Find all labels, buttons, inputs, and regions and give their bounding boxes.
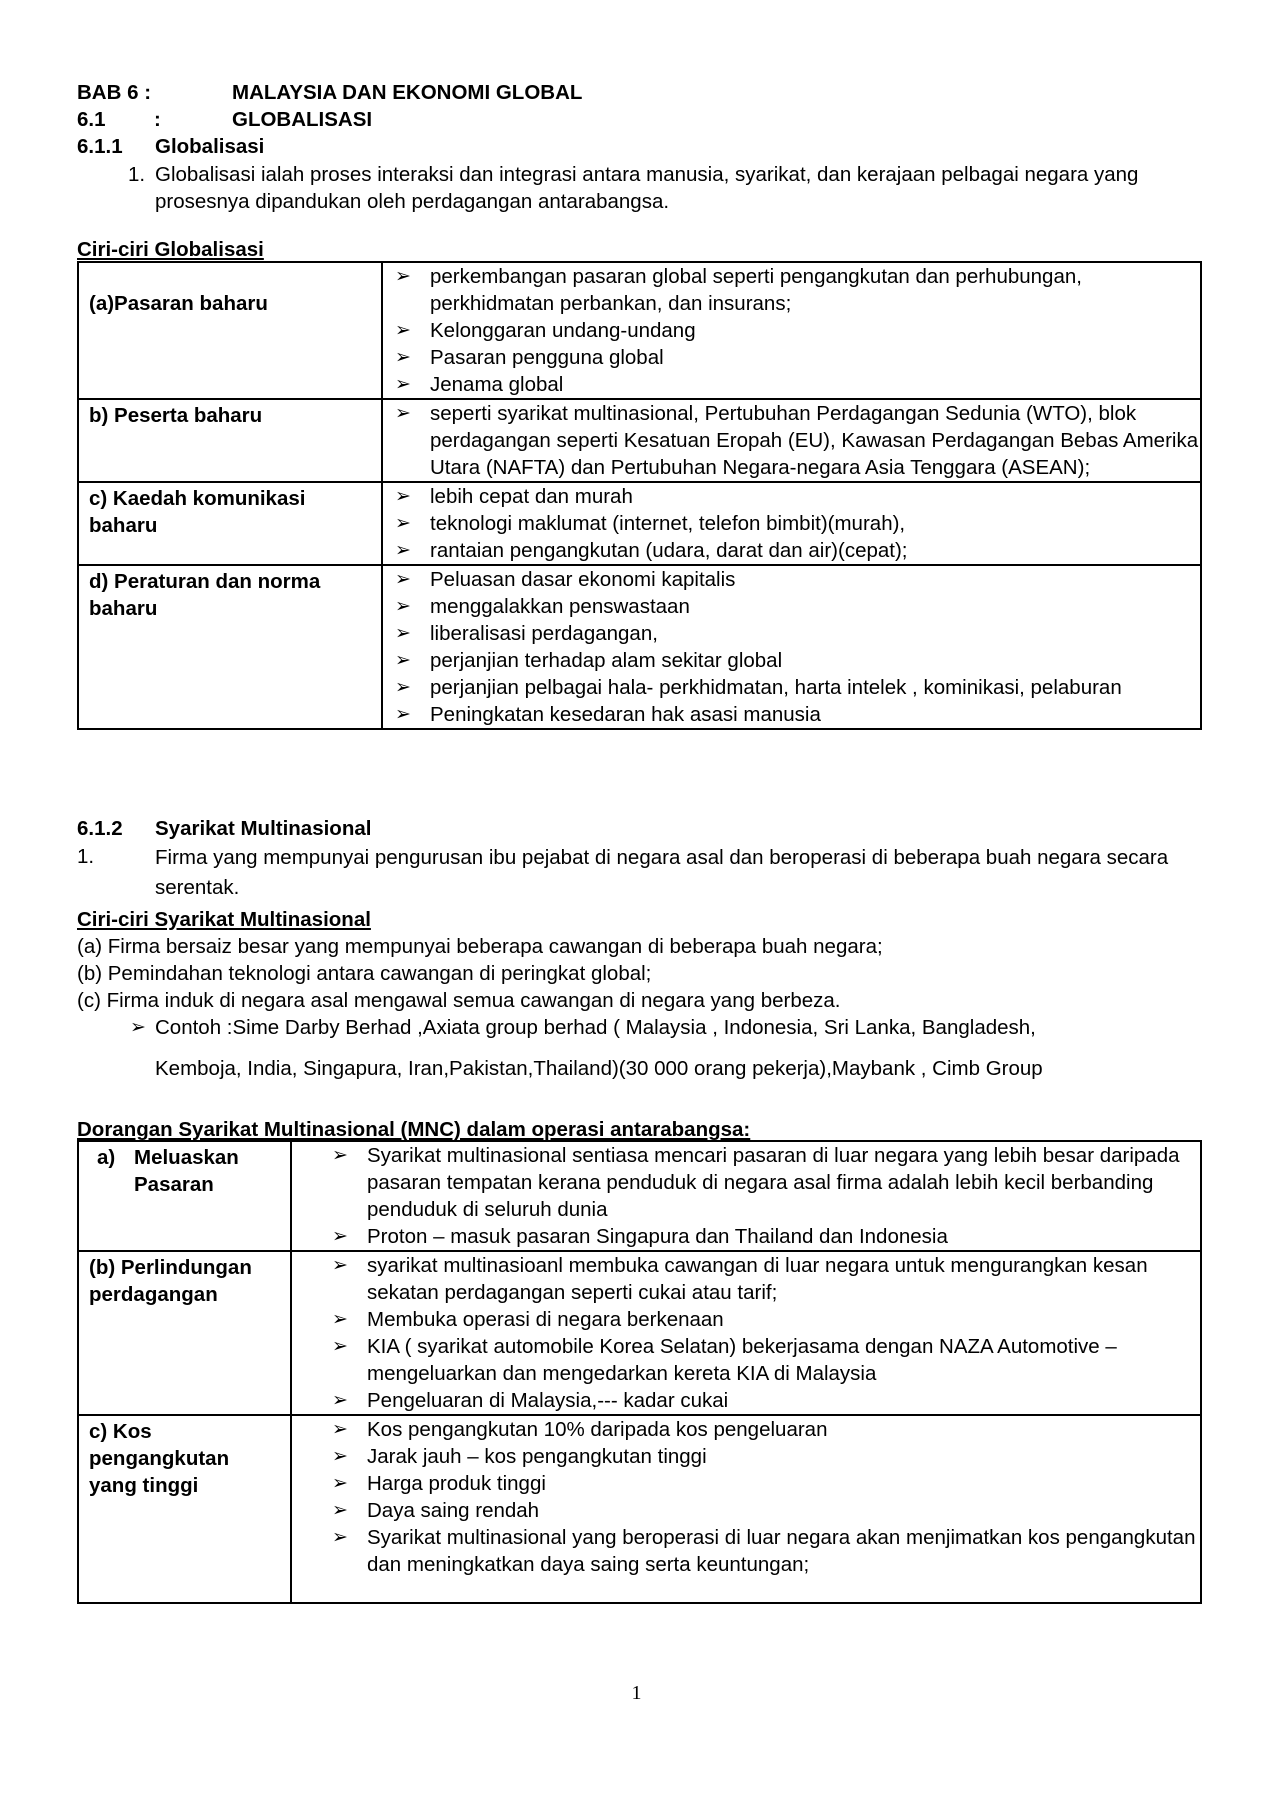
list-item: ➢ Pengeluaran di Malaysia,--- kadar cukai — [332, 1389, 729, 1412]
list-item: ➢ Kelonggaran undang-undang — [395, 319, 696, 342]
row-content — [382, 262, 1201, 399]
list-item: ➢ Syarikat multinasional sentiasa mencari pasaran di luar negara yang lebih besar daripada pasaran tempatan kerana penduduk di negara asal firma adalah lebih kecil berbanding penduduk di seluruh dunia — [332, 1144, 1180, 1221]
ciri-globalisasi-table — [77, 261, 1202, 730]
list-item: ➢ perkembangan pasaran global seperti pengangkutan dan perhubungan, perkhidmatan perbankan, dan insurans; — [395, 265, 1082, 315]
list-item: ➢ Harga produk tinggi — [332, 1472, 546, 1495]
row-label: (b) Perlindungan perdagangan — [78, 1251, 291, 1415]
list-item: ➢ Peningkatan kesedaran hak asasi manusia — [395, 703, 821, 726]
chapter-code: BAB 6 : — [77, 81, 152, 104]
table-row — [78, 1251, 1201, 1415]
list-item: ➢ seperti syarikat multinasional, Pertubuhan Perdagangan Sedunia (WTO), blok perdagangan seperti Kesatuan Eropah (EU), Kawasan Perdagangan Bebas Amerika Utara (NAFTA) dan Pertubuhan Negara-negara Asia Tenggara (ASEAN); — [395, 402, 1199, 479]
arrow-bullet-icon: ➢ — [332, 1446, 348, 1467]
ciri-mnc-line: (c) Firma induk di negara asal mengawal semua cawangan di negara yang berbeza. — [77, 989, 841, 1012]
list-item: ➢ menggalakkan penswastaan — [395, 595, 690, 618]
arrow-bullet-icon: ➢ — [332, 1226, 348, 1247]
list-item: ➢ rantaian pengangkutan (udara, darat dan air)(cepat); — [395, 539, 908, 562]
list-item: ➢ syarikat multinasioanl membuka cawangan di luar negara untuk mengurangkan kesan sekatan perdagangan seperti cukai atau tarif; — [332, 1254, 1148, 1304]
row-content — [382, 565, 1201, 729]
table-row — [78, 1415, 1201, 1603]
arrow-bullet-icon: ➢ — [332, 1309, 348, 1330]
arrow-bullet-icon: ➢ — [395, 596, 411, 617]
subsection-title: Globalisasi — [155, 135, 265, 158]
list-item: ➢ Jarak jauh – kos pengangkutan tinggi — [332, 1445, 707, 1468]
arrow-bullet-icon: ➢ — [332, 1336, 348, 1357]
arrow-bullet-icon: ➢ — [332, 1473, 348, 1494]
dorongan-table — [77, 1140, 1202, 1604]
dorongan-title: Dorangan Syarikat Multinasional (MNC) dalam operasi antarabangsa: — [77, 1118, 751, 1141]
arrow-bullet-icon: ➢ — [395, 513, 411, 534]
ciri-mnc-title: Ciri-ciri Syarikat Multinasional — [77, 908, 371, 931]
list-item: ➢ lebih cepat dan murah — [395, 485, 633, 508]
table-row — [78, 565, 1201, 729]
list-item: ➢ Syarikat multinasional yang beroperasi di luar negara akan menjimatkan kos pengangkutan dan meningkatkan daya saing serta keuntungan; — [332, 1526, 1196, 1576]
table-row — [78, 482, 1201, 565]
list-item: ➢ perjanjian pelbagai hala- perkhidmatan, harta intelek , kominikasi, pelaburan — [395, 676, 1122, 699]
list-item: ➢ perjanjian terhadap alam sekitar global — [395, 649, 783, 672]
list-item: ➢ Pasaran pengguna global — [395, 346, 664, 369]
arrow-bullet-icon: ➢ — [332, 1390, 348, 1411]
row-content — [291, 1415, 1201, 1603]
list-item: ➢ Membuka operasi di negara berkenaan — [332, 1308, 724, 1331]
definition-number: 1. — [128, 163, 146, 186]
arrow-bullet-icon: ➢ — [395, 623, 411, 644]
arrow-bullet-icon: ➢ — [395, 486, 411, 507]
arrow-bullet-icon: ➢ — [395, 374, 411, 395]
list-item: ➢ Peluasan dasar ekonomi kapitalis — [395, 568, 736, 591]
row-label: b) Peserta baharu — [78, 399, 382, 482]
list-item: ➢ Daya saing rendah — [332, 1499, 540, 1522]
mnc-def-number: 1. — [77, 845, 95, 868]
arrow-bullet-icon: ➢ — [395, 403, 411, 424]
row-label: (a)Pasaran baharu — [78, 262, 382, 399]
table-row — [78, 262, 1201, 399]
section-code: 6.1 — [77, 108, 106, 131]
row-label: c) Kos pengangkutan yang tinggi — [78, 1415, 291, 1603]
arrow-bullet-icon: ➢ — [332, 1527, 348, 1548]
arrow-bullet-icon: ➢ — [395, 266, 411, 287]
row-label: d) Peraturan dan norma baharu — [78, 565, 382, 729]
arrow-bullet-icon: ➢ — [395, 320, 411, 341]
contoh-line: Contoh :Sime Darby Berhad ,Axiata group berhad ( Malaysia , Indonesia, Sri Lanka, Bangladesh, — [155, 1016, 1036, 1039]
list-item: ➢ Jenama global — [395, 373, 564, 396]
arrow-bullet-icon: ➢ — [395, 704, 411, 725]
contoh-line: Kemboja, India, Singapura, Iran,Pakistan,Thailand)(30 000 orang pekerja),Maybank , Cimb Group — [155, 1057, 1043, 1080]
definition-text: Globalisasi ialah proses interaksi dan integrasi antara manusia, syarikat, dan kerajaan pelbagai negara yang prosesnya dipandukan oleh perdagangan antarabangsa. — [155, 163, 1139, 213]
ciri-globalisasi-title: Ciri-ciri Globalisasi — [77, 238, 264, 261]
row-content — [291, 1141, 1201, 1251]
list-item: ➢ teknologi maklumat (internet, telefon bimbit)(murah), — [395, 512, 906, 535]
table-row — [78, 399, 1201, 482]
arrow-bullet-icon: ➢ — [332, 1255, 348, 1276]
arrow-bullet-icon: ➢ — [395, 347, 411, 368]
ciri-mnc-line: (a) Firma bersaiz besar yang mempunyai beberapa cawangan di beberapa buah negara; — [77, 935, 883, 958]
arrow-bullet-icon: ➢ — [130, 1017, 146, 1038]
page-number: 1 — [631, 1682, 642, 1704]
row-content — [291, 1251, 1201, 1415]
table-row — [78, 1141, 1201, 1251]
row-label-number: a) — [97, 1146, 116, 1169]
section-title: GLOBALISASI — [232, 108, 373, 131]
row-content — [382, 482, 1201, 565]
section-colon: : — [154, 108, 161, 131]
arrow-bullet-icon: ➢ — [395, 650, 411, 671]
subsection-code: 6.1.1 — [77, 135, 123, 158]
arrow-bullet-icon: ➢ — [332, 1419, 348, 1440]
list-item: ➢ liberalisasi perdagangan, — [395, 622, 658, 645]
mnc-section-code: 6.1.2 — [77, 817, 123, 840]
arrow-bullet-icon: ➢ — [395, 677, 411, 698]
row-label — [78, 1141, 291, 1251]
list-item: ➢ KIA ( syarikat automobile Korea Selatan) bekerjasama dengan NAZA Automotive – mengeluarkan dan mengedarkan kereta KIA di Malaysia — [332, 1335, 1117, 1385]
row-label: c) Kaedah komunikasi baharu — [78, 482, 382, 565]
row-content — [382, 399, 1201, 482]
mnc-section-title: Syarikat Multinasional — [155, 817, 372, 840]
ciri-mnc-line: (b) Pemindahan teknologi antara cawangan di peringkat global; — [77, 962, 652, 985]
chapter-title: MALAYSIA DAN EKONOMI GLOBAL — [232, 81, 583, 104]
arrow-bullet-icon: ➢ — [395, 540, 411, 561]
list-item: ➢ Kos pengangkutan 10% daripada kos pengeluaran — [332, 1418, 828, 1441]
arrow-bullet-icon: ➢ — [395, 569, 411, 590]
mnc-def-text: Firma yang mempunyai pengurusan ibu pejabat di negara asal dan beroperasi di beberapa buah negara secara serentak. — [155, 846, 1169, 899]
arrow-bullet-icon: ➢ — [332, 1145, 348, 1166]
list-item: ➢ Proton – masuk pasaran Singapura dan Thailand dan Indonesia — [332, 1225, 948, 1248]
arrow-bullet-icon: ➢ — [332, 1500, 348, 1521]
row-label-text: Meluaskan Pasaran — [134, 1146, 239, 1196]
